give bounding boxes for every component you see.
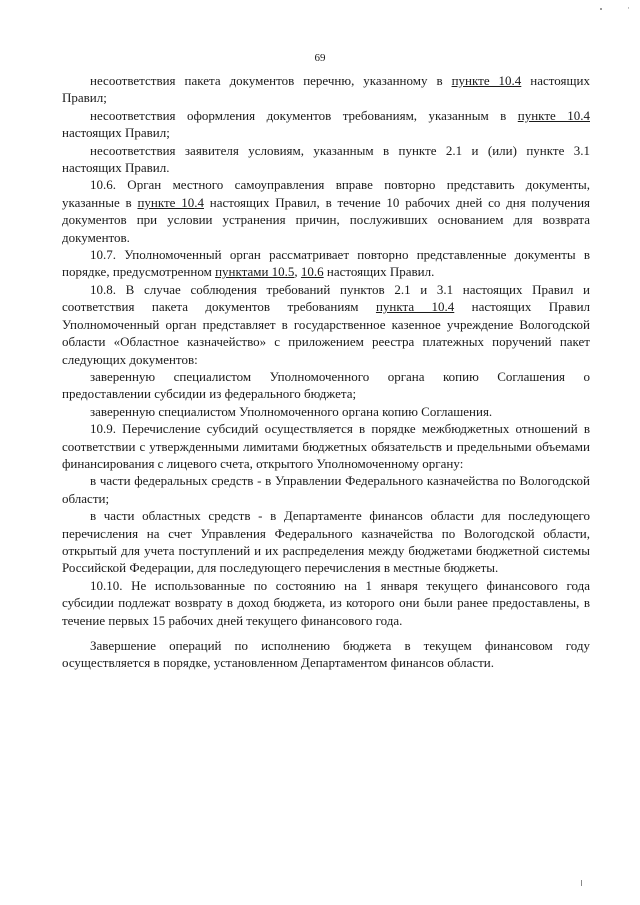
paragraph-text: Завершение операций по исполнению бюджета в текущем финансовом году осуществляется в порядке, установленном Департаментом финансов области.: [62, 638, 590, 671]
paragraph-text: настоящих Правил;: [62, 73, 590, 106]
paragraph-p12: [62, 577, 590, 629]
paragraph-text: настоящих Правил, в течение 10 рабочих дней со дня получения документов при условии устранения причин, послуживших основанием для возврата документов.: [62, 194, 590, 245]
paragraph-p8: [62, 403, 590, 420]
paragraph-text: в части федеральных средств - в Управлении Федерального казначейства по Вологодской области;: [62, 473, 590, 506]
paragraph-text: 10.6. Орган местного самоуправления вправе повторно представить документы, указанные в: [62, 177, 590, 210]
paragraph-text: настоящих Правил;: [62, 125, 170, 141]
paragraph-p5: [62, 246, 590, 281]
paragraph-text: заверенную специалистом Уполномоченного органа копию Соглашения о предоставлении субсидии из федерального бюджета;: [62, 368, 590, 402]
scan-corner-mark: ·: [627, 4, 630, 14]
paragraph-text: несоответствия заявителя условиям, указанным в пункте 2.1 и (или) пункте 3.1 настоящих Правил.: [62, 142, 590, 176]
rule-reference-link[interactable]: пункте 10.4: [517, 107, 590, 123]
paragraph-text: ,: [294, 264, 301, 280]
paragraph-p4: [62, 176, 590, 246]
paragraph-text: 10.7. Уполномоченный орган рассматривает повторно представленные документы в порядке, предусмотренном: [62, 247, 590, 280]
paragraph-p9: [62, 420, 590, 472]
document-body: [62, 72, 590, 672]
scan-dot: [600, 8, 602, 10]
rule-reference-link[interactable]: пункте 10.4: [137, 194, 204, 210]
paragraph-text: настоящих Правил Уполномоченный орган представляет в государственное казенное учреждение Вологодской области «Областное казначейство» с приложением реестра платежных поручений пакет следующих документов:: [62, 299, 591, 367]
paragraph-p10: [62, 472, 590, 507]
paragraph-p7: [62, 368, 590, 403]
rule-reference-link[interactable]: пункте 10.4: [451, 73, 522, 88]
paragraph-p6: [62, 281, 590, 368]
paragraph-p2: [62, 107, 590, 142]
paragraph-p1: [62, 72, 590, 107]
paragraph-text: 10.8. В случае соблюдения требований пунктов 2.1 и 3.1 настоящих Правил и соответствия пакета документов требованиям: [62, 281, 590, 315]
page-number: 69: [314, 52, 326, 64]
paragraph-text: несоответствия пакета документов перечню, указанному в: [90, 73, 452, 88]
paragraph-text: в части областных средств - в Департаменте финансов области для последующего перечисления на счет Управления Федерального казначейства по Вологодской области, открытый для учета поступлений и их распределения между бюджетами бюджетной системы Российской Федерации, для последующего перечисления в местные бюджеты.: [62, 508, 590, 576]
rule-reference-link[interactable]: 10.6: [300, 264, 324, 280]
paragraph-p3: [62, 142, 590, 177]
paragraph-text: несоответствия оформления документов требованиям, указанным в: [90, 107, 518, 123]
scan-edge-mark: [581, 880, 582, 886]
paragraph-text: заверенную специалистом Уполномоченного органа копию Соглашения.: [90, 403, 493, 419]
rule-reference-link[interactable]: пунктами 10.5: [215, 264, 295, 280]
paragraph-p11: [62, 507, 590, 577]
paragraph-p13: [62, 637, 590, 672]
rule-reference-link[interactable]: пункта 10.4: [375, 299, 455, 315]
paragraph-text: 10.9. Перечисление субсидий осуществляется в порядке межбюджетных отношений в соответствии с утвержденными лимитами бюджетных обязательств и предельными объемами финансирования с лицевого счета, открытого Уполномоченному органу:: [62, 421, 590, 471]
paragraph-text: 10.10. Не использованные по состоянию на 1 января текущего финансового года субсидии подлежат возврату в доход бюджета, из которого они были ранее предоставлены, в течение первых 15 рабочих дней текущего финансового года.: [62, 577, 590, 628]
paragraph-text: настоящих Правил.: [323, 264, 435, 280]
